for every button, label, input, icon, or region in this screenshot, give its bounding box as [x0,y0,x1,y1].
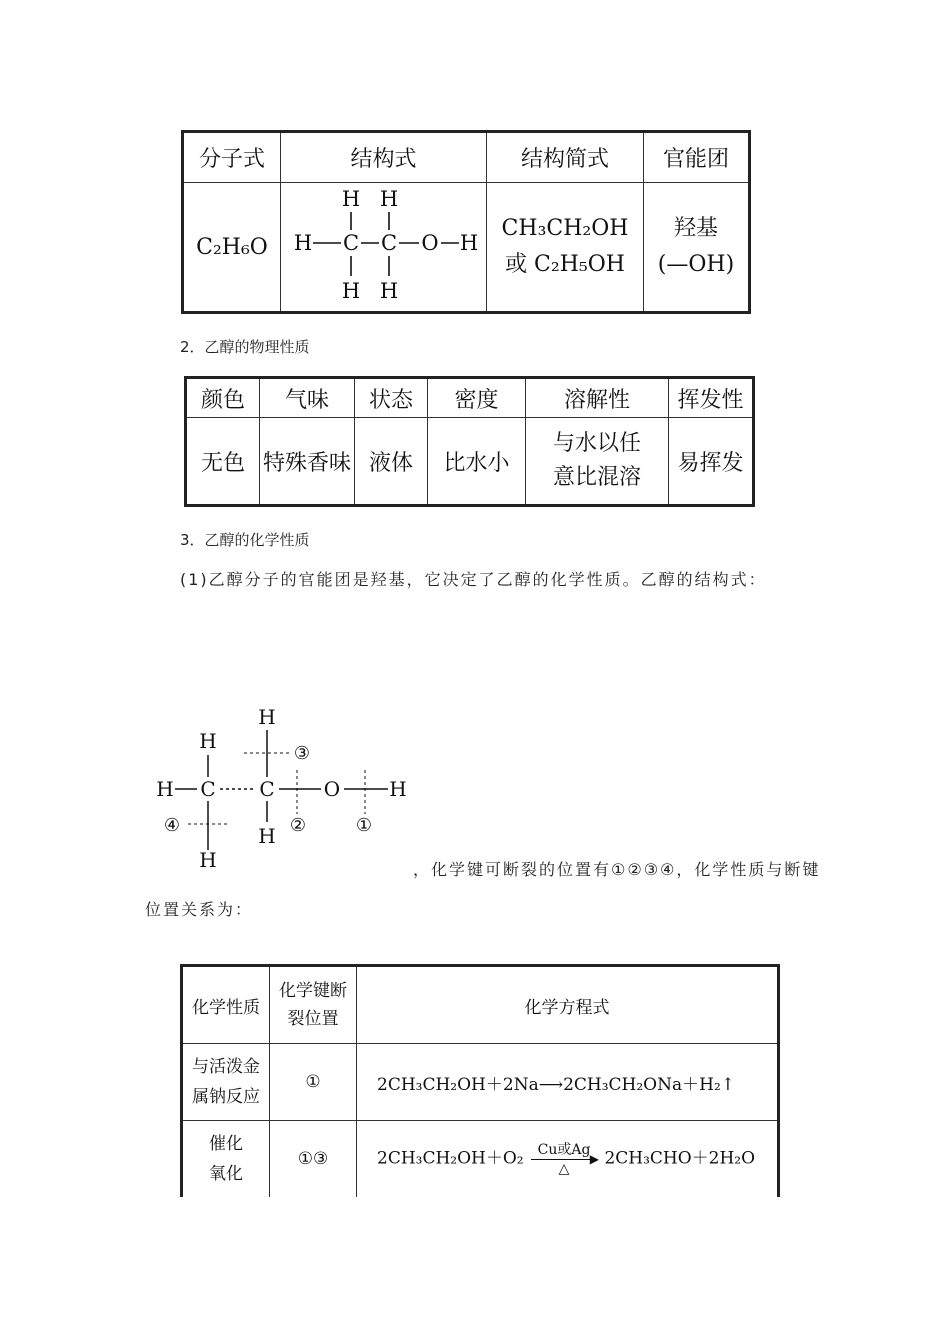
cleavage-label-1: ① [355,815,373,836]
atom-h: H [341,279,360,303]
paragraph-functional-group: (1)乙醇分子的官能团是羟基，它决定了乙醇的化学性质。乙醇的结构式： [180,570,767,589]
bond-cleavage-diagram [150,700,420,875]
property-sodium-1: 与活泼金 [192,1057,260,1077]
paragraph-cleavage-positions: ，化学键可断裂的位置有①②③④，化学性质与断键 [413,860,821,879]
value-solubility-2: 意比混溶 [552,465,641,490]
header-simplified-formula: 结构简式 [487,132,644,183]
atom-h: H [199,848,217,872]
value-solubility [526,418,669,506]
atom-h: H [459,231,478,255]
property-oxidation-2: 氧化 [209,1164,243,1184]
functional-group-cell [644,183,750,313]
equation-oxidation-right: 2CH₃CHO＋2H₂O [604,1148,756,1169]
arrow-head-icon: ▶ [589,1152,600,1166]
arrow-line [531,1159,595,1160]
property-oxidation-1: 催化 [209,1134,243,1154]
atom-c: C [342,231,359,255]
atom-o: O [323,777,341,801]
value-density: 比水小 [428,418,526,506]
functional-group-name: 羟基 [673,216,718,241]
value-volatility: 易挥发 [669,418,754,506]
header-chemical-property: 化学性质 [182,966,270,1044]
heat-label: △ [558,1161,570,1177]
functional-group-formula: (—OH) [657,252,735,277]
header-cleavage-position-1: 化学键断 [279,981,347,1001]
ethanol-structure-table [181,130,751,314]
simplified-formula-2: 或 C₂H₅OH [505,252,625,277]
atom-h: H [341,187,360,211]
atom-c: C [259,777,275,801]
paragraph-relationship: 位置关系为： [145,900,254,919]
reaction-arrow [529,1139,599,1179]
molecular-formula: C₂H₆O [183,183,281,313]
header-cleavage-position-2: 裂位置 [287,1009,339,1029]
equation-oxidation [357,1121,779,1198]
atom-h: H [258,705,276,729]
header-equation: 化学方程式 [357,966,779,1044]
value-solubility-1: 与水以任 [552,431,641,456]
property-oxidation [182,1121,270,1198]
simplified-formula-1: CH₃CH₂OH [501,216,629,241]
header-density: 密度 [428,378,526,418]
value-odor: 特殊香味 [260,418,355,506]
header-structural-formula: 结构式 [281,132,487,183]
position-sodium: ① [270,1044,357,1121]
simplified-formula-cell [487,183,644,313]
atom-h: H [379,187,398,211]
equation-sodium: 2CH₃CH₂OH＋2Na⟶2CH₃CH₂ONa＋H₂↑ [357,1044,779,1121]
header-functional-group: 官能团 [644,132,750,183]
value-state: 液体 [355,418,428,506]
atom-h: H [293,231,312,255]
atom-h: H [258,824,276,848]
atom-h: H [156,777,174,801]
header-state: 状态 [355,378,428,418]
header-cleavage-position [270,966,357,1044]
property-sodium-2: 属钠反应 [192,1087,260,1107]
physical-properties-table [184,376,755,507]
cleavage-label-4: ④ [163,815,181,836]
structural-formula-cell [281,183,487,313]
header-color: 颜色 [186,378,260,418]
section-3-title: 3．乙醇的化学性质 [180,531,310,549]
atom-o: O [420,231,439,255]
atom-h: H [199,729,217,753]
header-odor: 气味 [260,378,355,418]
atom-h: H [389,777,407,801]
value-color: 无色 [186,418,260,506]
header-volatility: 挥发性 [669,378,754,418]
atom-c: C [380,231,397,255]
position-oxidation: ①③ [270,1121,357,1198]
equation-oxidation-left: 2CH₃CH₂OH＋O₂ [377,1148,524,1169]
section-2-title: 2．乙醇的物理性质 [180,338,310,356]
cleavage-label-3: ③ [293,743,311,764]
property-sodium [182,1044,270,1121]
atom-c: C [200,777,216,801]
atom-h: H [379,279,398,303]
header-solubility: 溶解性 [526,378,669,418]
chemical-properties-table [180,964,780,1197]
header-molecular-formula: 分子式 [183,132,281,183]
cleavage-label-2: ② [289,815,307,836]
catalyst-label: Cu或Ag [537,1142,591,1158]
ethanol-structural-formula [289,184,479,304]
